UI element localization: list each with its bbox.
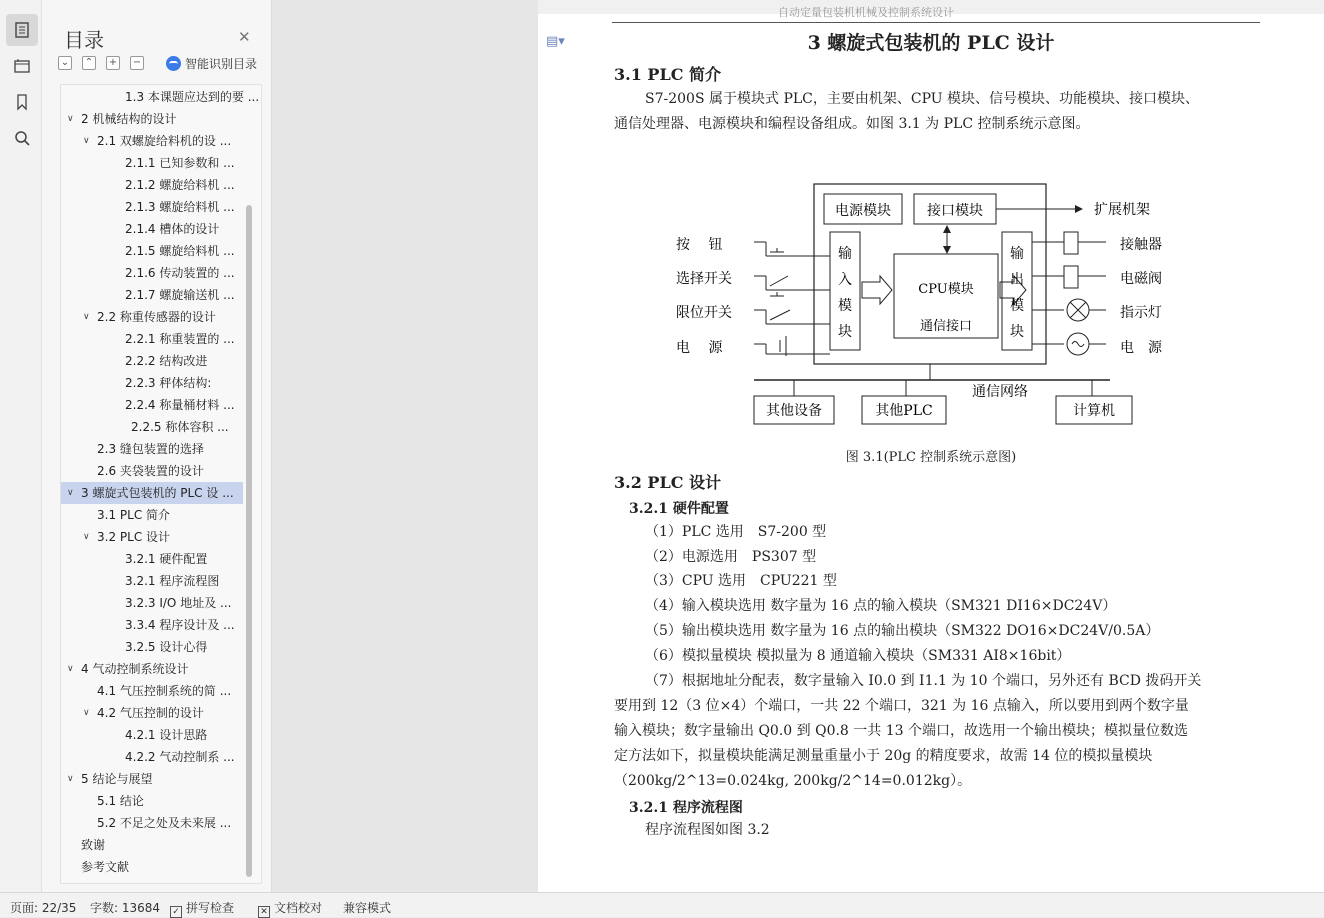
toc-item-label: 2.2.5 称体容积 ... <box>131 420 229 434</box>
figure-caption: 图 3.1(PLC 控制系统示意图) <box>845 450 1017 465</box>
toc-item[interactable] <box>61 526 243 548</box>
toc-item-label: 4 气动控制系统设计 <box>81 662 189 676</box>
toc-item[interactable] <box>61 680 243 702</box>
toc-item-label: 3.2.5 设计心得 <box>125 640 208 654</box>
input-module-char: 模 <box>838 298 852 314</box>
toc-item[interactable] <box>61 702 243 724</box>
hw-config-line: （6）模拟量模块 模拟量为 8 通道输入模块（SM331 AI8×16bit） <box>645 648 1071 664</box>
toc-item[interactable] <box>61 438 243 460</box>
smart-toc-button[interactable] <box>166 55 257 72</box>
toc-item[interactable] <box>61 614 243 636</box>
close-icon[interactable]: ✕ <box>238 28 251 46</box>
input-module-char: 入 <box>838 272 852 288</box>
toc-item[interactable] <box>61 284 243 306</box>
toc-item-label: 4.1 气压控制系统的简 ... <box>97 684 232 698</box>
toc-list <box>60 84 262 884</box>
input-flow-arrow <box>862 276 892 304</box>
bookmark-icon[interactable] <box>6 86 38 118</box>
interface-module-label: 接口模块 <box>927 203 983 219</box>
chevron-down-icon[interactable]: ∨ <box>83 312 90 322</box>
input-label-selector: 选择开关 <box>676 271 732 287</box>
search-icon[interactable] <box>6 122 38 154</box>
toc-item[interactable] <box>61 812 243 834</box>
input-label-power: 电 源 <box>676 340 723 356</box>
cpu-module-label: CPU模块 <box>918 282 974 297</box>
toc-title: 目录 <box>64 28 104 52</box>
toc-item-label: 3.2.3 I/O 地址及 ... <box>125 596 232 610</box>
toc-item[interactable] <box>61 152 243 174</box>
hw-config-line: （5）输出模块选用 数字量为 16 点的输出模块（SM322 DO16×DC24V/0.5A） <box>645 623 1160 639</box>
subsection-heading-hardware: 3.2.1 硬件配置 <box>629 501 729 517</box>
toc-item-label: 5.2 不足之处及未来展 ... <box>97 816 232 830</box>
toc-item[interactable] <box>61 196 243 218</box>
compat-mode-label[interactable]: 兼容模式 <box>343 901 392 915</box>
toc-item[interactable] <box>61 592 243 614</box>
toc-item[interactable] <box>61 658 243 680</box>
toc-item[interactable] <box>61 240 243 262</box>
toc-item-label: 3 螺旋式包装机的 PLC 设 ... <box>81 486 234 500</box>
chevron-down-icon[interactable]: ∨ <box>67 664 74 674</box>
spell-check-icon: ✓ <box>170 906 182 918</box>
subsection-heading-flowchart: 3.2.1 程序流程图 <box>629 800 743 816</box>
toc-item-label: 5.1 结论 <box>97 794 144 808</box>
cpu-comm-label: 通信接口 <box>919 319 973 334</box>
toc-item[interactable] <box>61 746 243 768</box>
output-label-power: 电 源 <box>1120 340 1162 356</box>
toc-item-label: 2.1.6 传动装置的 ... <box>125 266 235 280</box>
paragraph-line: （7）根据地址分配表，数字量输入 I0.0 到 I1.1 为 10 个端口，另外还有 BCD 拨码开关 <box>645 673 1202 689</box>
toc-item[interactable] <box>61 262 243 284</box>
spell-check-button[interactable] <box>170 899 234 918</box>
word-count[interactable]: 字数: 13684 <box>90 901 161 915</box>
header-rule <box>612 22 1260 23</box>
output-module-char: 出 <box>1010 272 1024 288</box>
toc-panel-icon[interactable] <box>6 14 38 46</box>
toc-item[interactable] <box>61 108 243 130</box>
other-plc-label: 其他PLC <box>875 403 933 419</box>
left-icon-rail <box>0 0 42 892</box>
toc-item[interactable] <box>61 504 243 526</box>
toc-item-label: 4.2.2 气动控制系 ... <box>125 750 235 764</box>
toc-item[interactable] <box>61 724 243 746</box>
toc-item-label: 2.2.3 秤体结构: <box>125 376 212 390</box>
toc-item-label: 2.2.2 结构改进 <box>125 354 208 368</box>
toc-item-label: 4.2.1 设计思路 <box>125 728 208 742</box>
hw-config-line: （4）输入模块选用 数字量为 16 点的输入模块（SM321 DI16×DC24V） <box>645 598 1117 614</box>
output-label-contactor: 接触器 <box>1120 237 1162 253</box>
paragraph-line: 要用到 12（3 位×4）个端口，一共 22 个端口，321 为 16 点输入，所以要用到两个数字量 <box>614 698 1189 714</box>
toc-item-label: 参考文献 <box>81 860 130 874</box>
toc-item-label: 5 结论与展望 <box>81 772 153 786</box>
collapse-minus-icon[interactable]: − <box>130 56 144 70</box>
expansion-label: 扩展机架 <box>1094 202 1150 218</box>
toc-item-label: 2.6 夹袋装置的设计 <box>97 464 204 478</box>
ai-icon <box>166 56 181 71</box>
toc-item-label: 3.2 PLC 设计 <box>97 530 171 544</box>
chevron-down-icon[interactable]: ∨ <box>83 708 90 718</box>
input-module-char: 块 <box>838 324 852 340</box>
toc-item[interactable] <box>61 328 243 350</box>
hw-config-line: （1）PLC 选用 S7-200 型 <box>645 524 827 540</box>
output-label-solenoid: 电磁阀 <box>1120 271 1162 287</box>
proofread-button[interactable] <box>258 899 322 918</box>
toc-item-label: 致谢 <box>81 838 106 852</box>
output-module-char: 输 <box>1010 246 1024 262</box>
expand-plus-icon[interactable]: + <box>106 56 120 70</box>
paragraph-line: 程序流程图如图 3.2 <box>645 822 770 838</box>
toc-item[interactable] <box>61 394 243 416</box>
paragraph-line: 输入模块；数字量输出 Q0.0 到 Q0.8 一共 13 个端口，故选用一个输出模块；模拟量位数选 <box>614 723 1188 739</box>
chevron-down-icon[interactable]: ∨ <box>67 114 74 124</box>
output-module-char: 块 <box>1010 324 1024 340</box>
toc-item-label: 4.2 气压控制的设计 <box>97 706 204 720</box>
toc-item-label: 3.2.1 硬件配置 <box>125 552 208 566</box>
toc-item-label: 3.3.4 程序设计及 ... <box>125 618 235 632</box>
toc-item[interactable] <box>61 548 243 570</box>
toc-item-label: 3.1 PLC 简介 <box>97 508 171 522</box>
toc-item-label: 2.1.1 已知参数和 ... <box>125 156 235 170</box>
output-module-char: 模 <box>1010 298 1024 314</box>
toc-item-label: 2.1.5 螺旋给料机 ... <box>125 244 235 258</box>
toc-item-label: 2.1.2 螺旋给料机 ... <box>125 178 235 192</box>
toc-item[interactable] <box>61 460 243 482</box>
hw-config-line: （3）CPU 选用 CPU221 型 <box>645 573 837 589</box>
proofread-icon: ✕ <box>258 906 270 918</box>
toc-item[interactable] <box>61 416 243 438</box>
paragraph-line: （200kg/2^13=0.024kg, 200kg/2^14=0.012kg）。 <box>614 773 972 789</box>
input-label-button: 按 钮 <box>676 237 723 253</box>
toc-item[interactable] <box>61 130 243 152</box>
section-heading-3-2: 3.2 PLC 设计 <box>614 473 721 492</box>
page-indicator[interactable]: 页面: 22/35 <box>10 901 77 915</box>
toc-item[interactable] <box>61 306 243 328</box>
chevron-down-icon[interactable]: ∨ <box>83 532 90 542</box>
input-module-char: 输 <box>838 246 852 262</box>
switch-symbols <box>754 242 830 356</box>
navigation-icon[interactable] <box>6 50 38 82</box>
toc-item-label: 2.2.4 称量桶材料 ... <box>125 398 235 412</box>
chapter-title: 3 螺旋式包装机的 PLC 设计 <box>807 32 1055 54</box>
toc-item[interactable] <box>61 174 243 196</box>
toc-item-label: 3.2.1 程序流程图 <box>125 574 220 588</box>
chevron-down-icon[interactable]: ∨ <box>83 136 90 146</box>
spell-check-label: 拼写检查 <box>186 901 235 915</box>
smart-toc-label: 智能识别目录 <box>185 57 258 71</box>
toc-item-label: 2.1 双螺旋给料机的设 ... <box>97 134 232 148</box>
toc-item[interactable] <box>61 768 243 790</box>
paragraph-line: 通信处理器、电源模块和编程设备组成。如图 3.1 为 PLC 控制系统示意图。 <box>614 116 1090 132</box>
toc-panel <box>42 0 272 892</box>
toc-item[interactable] <box>61 570 243 592</box>
input-label-limit: 限位开关 <box>676 305 732 321</box>
toc-item-label: 2.1.3 螺旋给料机 ... <box>125 200 235 214</box>
toc-item-label: 2.2 称重传感器的设计 <box>97 310 216 324</box>
toc-item[interactable] <box>61 790 243 812</box>
chevron-up-icon[interactable]: ⌃ <box>82 56 96 70</box>
toc-item-label: 2.3 缝包装置的选择 <box>97 442 204 456</box>
toc-scrollbar[interactable] <box>246 205 252 877</box>
other-devices-label: 其他设备 <box>766 403 822 419</box>
toc-item-label: 2.2.1 称重装置的 ... <box>125 332 235 346</box>
document-page <box>538 0 1324 892</box>
computer-label: 计算机 <box>1073 403 1115 419</box>
toc-item-label: 2 机械结构的设计 <box>81 112 177 126</box>
toc-item[interactable] <box>61 482 243 504</box>
power-module-label: 电源模块 <box>835 203 891 219</box>
status-bar <box>0 892 1324 917</box>
network-label: 通信网络 <box>972 384 1028 400</box>
toc-item[interactable] <box>61 636 243 658</box>
toc-item[interactable] <box>61 218 243 240</box>
output-label-indicator: 指示灯 <box>1120 305 1162 321</box>
chevron-down-icon[interactable]: ∨ <box>67 774 74 784</box>
hw-config-line: （2）电源选用 PS307 型 <box>645 549 817 565</box>
toc-item-label: 2.1.4 槽体的设计 <box>125 222 220 236</box>
toc-item[interactable] <box>61 834 243 856</box>
output-symbols <box>1032 232 1106 355</box>
toc-item-label: 2.1.7 螺旋输送机 ... <box>125 288 235 302</box>
paragraph-line: 定方法如下，拟量模块能满足测量重量小于 20g 的精度要求，故需 14 位的模拟量模块 <box>614 748 1153 764</box>
chevron-down-icon[interactable]: ⌄ <box>58 56 72 70</box>
toc-item[interactable] <box>61 372 243 394</box>
plc-system-diagram <box>666 178 1186 438</box>
chevron-down-icon[interactable]: ∨ <box>67 488 74 498</box>
proofread-label: 文档校对 <box>274 901 323 915</box>
toc-item[interactable] <box>61 856 243 878</box>
section-heading-3-1: 3.1 PLC 简介 <box>614 65 721 84</box>
toc-item[interactable] <box>61 350 243 372</box>
running-header: 自动定量包装机机械及控制系统设计 <box>778 6 954 19</box>
toc-item[interactable] <box>61 86 260 108</box>
paragraph-line: S7-200S 属于模块式 PLC，主要由机架、CPU 模块、信号模块、功能模块、接口模块、 <box>645 91 1200 107</box>
page-options-icon[interactable]: ▤▾ <box>546 34 565 49</box>
toc-item-label: 1.3 本课题应达到的要 ... <box>125 90 260 104</box>
